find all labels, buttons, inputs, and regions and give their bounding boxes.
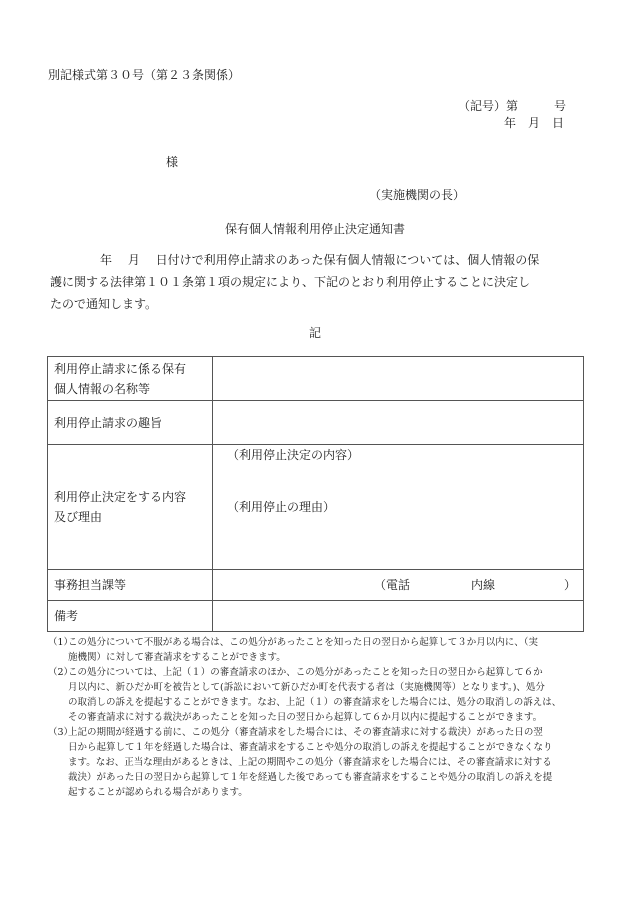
table-value-cell [213,570,584,601]
row3-label-line: 利用停止決定をする内容 [54,490,187,504]
body-line: たので通知します。 [50,297,158,311]
table-label-cell: 備考 [48,601,213,632]
table-row [48,570,584,601]
reference-date: 年 月 日 [504,116,565,130]
table-label-cell [48,357,213,401]
note-number: （1） [48,637,74,648]
reference-number: （記号）第 号 [458,99,567,113]
body-line: 護に関する法律第１０１条第１項の規定により、下記のとおり利用停止することに決定し [50,275,531,289]
table-row [48,401,584,445]
addressee: 様 [166,155,179,169]
note-number: （3） [48,727,74,738]
row1-label-line: 個人情報の名称等 [54,381,151,396]
form-label: 別記様式第３０号（第２３条関係） [48,68,241,82]
note-line: ます。なお、正当な理由があるときは、上記の期間やこの処分（審査請求をした場合には、その審査請求に対する [68,757,552,768]
table-value-cell [213,601,584,632]
note-item [50,635,590,665]
note-line: 施機関）に対して審査請求をすることができます。 [68,652,286,663]
table-row [48,357,584,401]
ki-heading: 記 [308,326,321,340]
note-line: この処分について不服がある場合は、この処分があったことを知った日の翌日から起算して３か月以内に、（実 [68,637,538,648]
notes-list [50,635,590,800]
note-line: この処分については、上記（１）の審査請求のほか、この処分があったことを知った日の翌日から起算して６か [68,667,543,678]
note-item [50,725,590,800]
table-label-cell: 事務担当課等 [48,570,213,601]
phone-label: （電話 [374,578,411,592]
note-number: （2） [48,667,74,678]
issuer: （実施機関の長） [369,188,466,202]
note-item [50,665,590,725]
details-table [47,356,584,632]
table-label-cell: 利用停止請求の趣旨 [48,401,213,445]
note-line: 裁決）があった日の翌日から起算して１年を経過した後であっても審査請求をすることや処分の取消しの訴えを提 [68,772,553,783]
table-value-cell [213,357,584,401]
note-line: 起することが認められる場合があります。 [68,787,248,798]
note-line: 月以内に、新ひだか町を被告として(訴訟において新ひだか町を代表する者は（実施機関等）となります。)、処分 [68,682,545,693]
table-value-cell [213,401,584,445]
row1-label-line: 利用停止請求に係る保有 [54,361,187,376]
table-row [48,445,584,570]
document-title: 保有個人情報利用停止決定通知書 [224,222,405,236]
row3-label-line: 及び理由 [54,510,103,524]
note-line: 日から起算して１年を経過した場合は、審査請求をすることや処分の取消しの訴えを提起することができなくなり [68,742,553,753]
decision-reason-label: （利用停止の理由） [227,500,336,514]
table-value-cell [213,445,584,570]
body-line: 年 月 日付けで利用停止請求のあった保有個人情報については、個人情報の保 [100,253,540,267]
table-label-cell [48,445,213,570]
phone-close-paren: ） [564,578,577,592]
note-line: その審査請求に対する裁決があったことを知った日の翌日から起算して６か月以内に提起することができます。 [68,712,543,723]
extension-label: 内線 [471,578,496,592]
table-row [48,601,584,632]
note-line: 上記の期間が経過する前に、この処分（審査請求をした場合には、その審査請求に対する裁決）があった日の翌 [68,727,543,738]
decision-content-label: （利用停止決定の内容） [227,448,360,462]
note-line: の取消しの訴えを提起することができます。なお、上記（１）の審査請求をした場合には、処分の取消しの訴えは、 [68,697,562,708]
body-paragraph [50,249,584,315]
